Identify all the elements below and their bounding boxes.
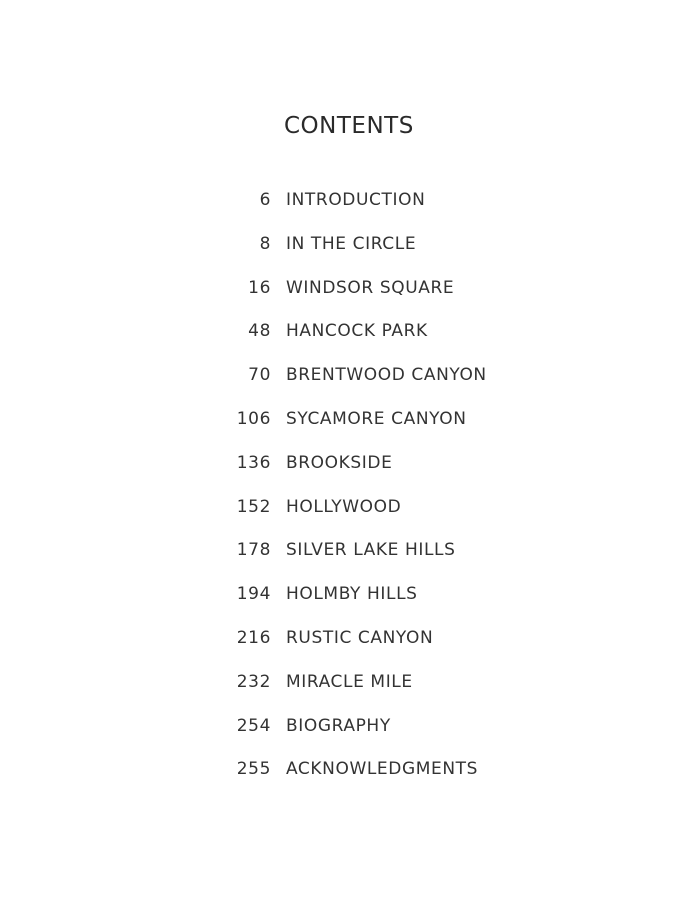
- toc-entry-label: BIOGRAPHY: [286, 715, 391, 736]
- toc-entry-hollywood[interactable]: [0, 493, 690, 537]
- page-title: CONTENTS: [284, 113, 414, 140]
- toc-entry-introduction[interactable]: [0, 186, 690, 230]
- toc-entry-label: INTRODUCTION: [286, 190, 426, 210]
- toc-entry-label: SILVER LAKE HILLS: [286, 540, 456, 561]
- toc-page-number: 106: [236, 408, 271, 429]
- toc-entry-label: HOLMBY HILLS: [286, 584, 418, 605]
- toc-page-number: 216: [236, 627, 271, 648]
- toc-page-number: 178: [236, 540, 271, 561]
- toc-entry-label: HANCOCK PARK: [286, 321, 428, 342]
- toc-page-number: 8: [259, 233, 271, 254]
- toc-page-number: 232: [236, 671, 271, 692]
- toc-entry-miracle-mile[interactable]: [0, 668, 690, 712]
- toc-page-number: 194: [236, 584, 271, 605]
- toc-entry-holmby-hills[interactable]: [0, 580, 690, 624]
- toc-entry-label: MIRACLE MILE: [286, 671, 413, 692]
- toc-page-number: 136: [236, 452, 271, 473]
- toc-entry-biography[interactable]: [0, 712, 690, 756]
- toc-page-number: 152: [236, 496, 271, 517]
- toc-page-number: 48: [248, 321, 271, 342]
- toc-entry-label: SYCAMORE CANYON: [286, 408, 467, 429]
- toc-entry-brookside[interactable]: [0, 449, 690, 493]
- toc-page-number: 6: [259, 190, 271, 210]
- toc-page-number: 70: [248, 365, 271, 386]
- toc-page-number: 16: [248, 277, 271, 298]
- toc-entry-windsor-square[interactable]: [0, 274, 690, 318]
- toc-entry-in-the-circle[interactable]: [0, 230, 690, 274]
- toc-entry-label: WINDSOR SQUARE: [286, 277, 455, 298]
- toc-entry-acknowledgments[interactable]: [0, 755, 690, 799]
- toc-entry-label: BRENTWOOD CANYON: [286, 365, 487, 386]
- toc-entry-silver-lake-hills[interactable]: [0, 536, 690, 580]
- toc-entry-sycamore-canyon[interactable]: [0, 405, 690, 449]
- toc-entry-hancock-park[interactable]: [0, 317, 690, 361]
- toc-entry-brentwood-canyon[interactable]: [0, 361, 690, 405]
- toc-entry-label: RUSTIC CANYON: [286, 627, 434, 648]
- toc-entry-label: BROOKSIDE: [286, 452, 393, 473]
- toc-entry-label: ACKNOWLEDGMENTS: [286, 759, 479, 780]
- toc-entry-label: IN THE CIRCLE: [286, 233, 417, 254]
- toc-entry-label: HOLLYWOOD: [286, 496, 402, 517]
- toc-page-number: 254: [236, 715, 271, 736]
- table-of-contents: [0, 186, 690, 799]
- toc-page-number: 255: [236, 759, 271, 780]
- toc-entry-rustic-canyon[interactable]: [0, 624, 690, 668]
